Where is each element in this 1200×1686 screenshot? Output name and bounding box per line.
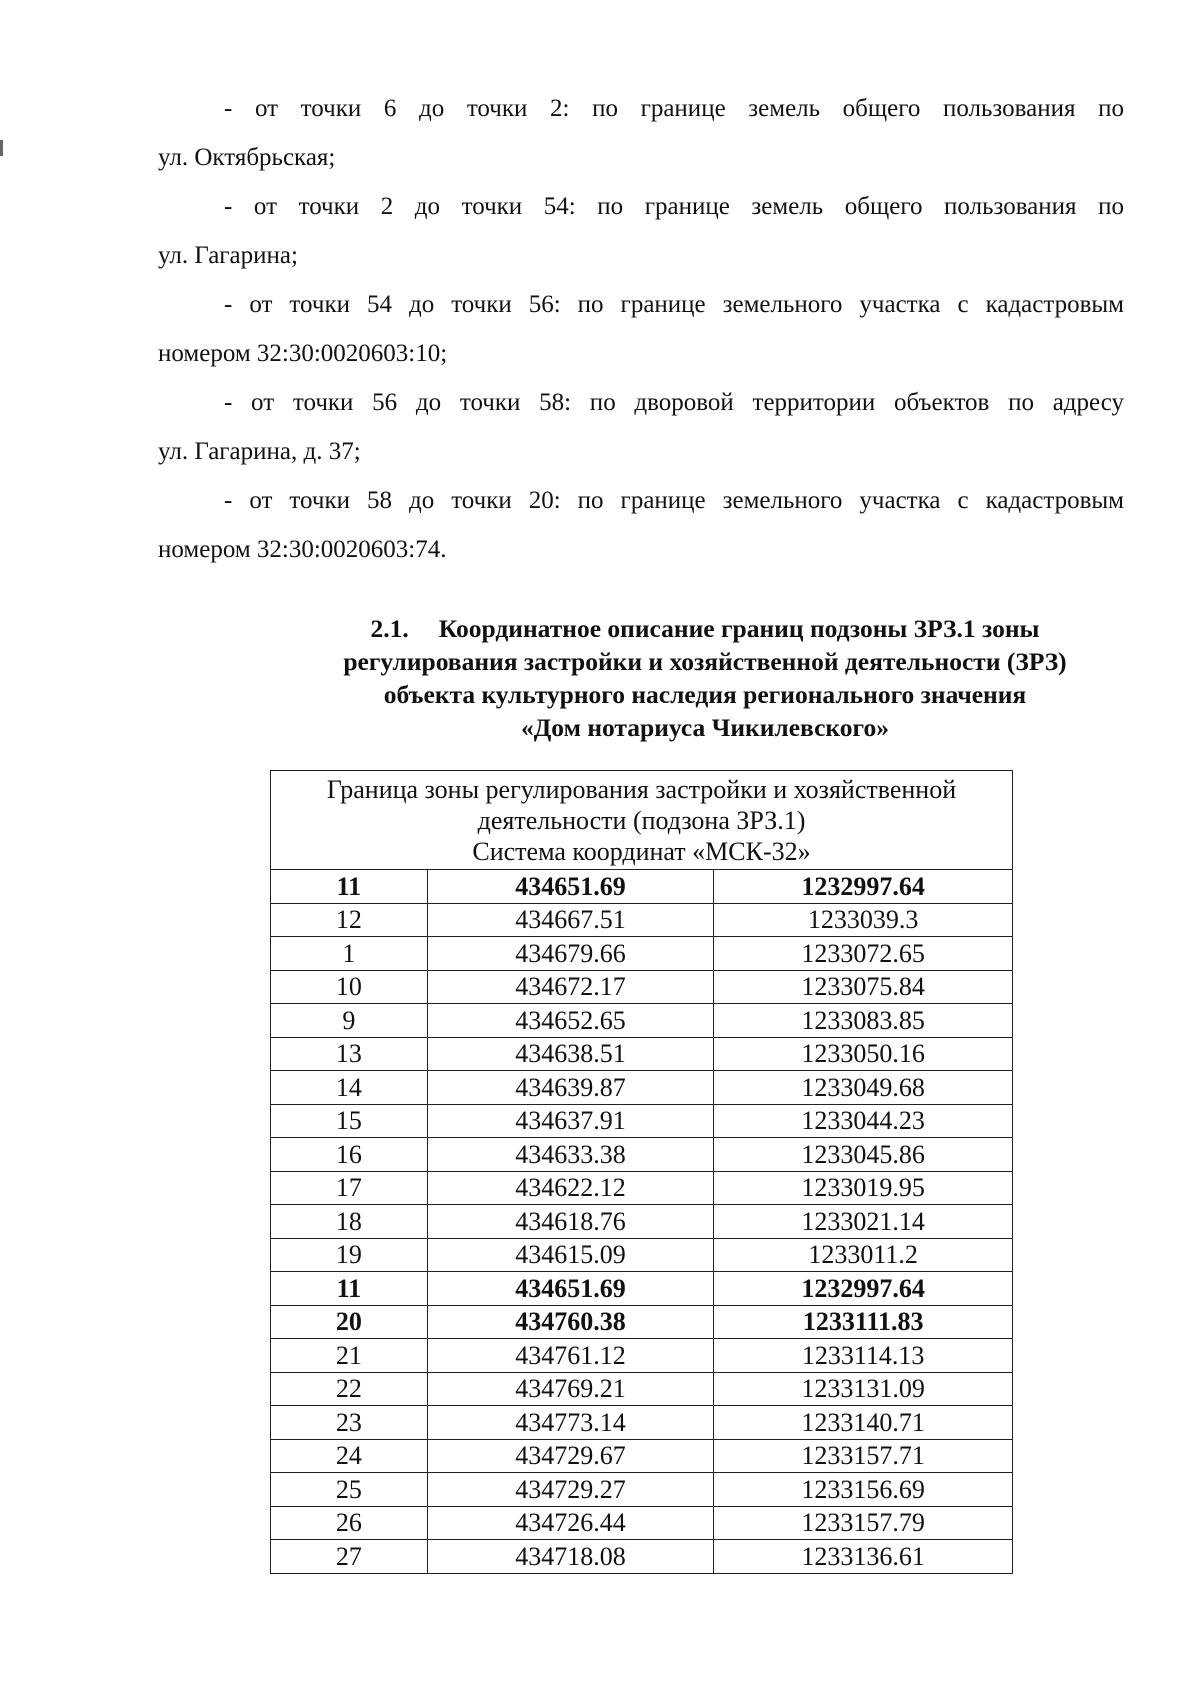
y-coordinate-cell: 1233075.84	[714, 970, 1013, 1004]
point-number-cell: 25	[271, 1473, 428, 1507]
section-heading	[280, 612, 1130, 744]
x-coordinate-cell: 434769.21	[427, 1372, 714, 1406]
point-number-cell: 18	[271, 1205, 428, 1239]
x-coordinate-cell: 434773.14	[427, 1406, 714, 1440]
table-row	[271, 937, 1013, 971]
section-title-line-3: объекта культурного наследия регионального значения	[383, 680, 1027, 709]
table-row	[271, 1305, 1013, 1339]
table-row	[271, 1372, 1013, 1406]
point-number-cell: 26	[271, 1506, 428, 1540]
x-coordinate-cell: 434726.44	[427, 1506, 714, 1540]
x-coordinate-cell: 434679.66	[427, 937, 714, 971]
point-number-cell: 15	[271, 1104, 428, 1138]
x-coordinate-cell: 434667.51	[427, 903, 714, 937]
paragraph-4-line-1: - от точки 56 до точки 58: по дворовой территории объектов по адресу	[224, 389, 1124, 416]
x-coordinate-cell: 434637.91	[427, 1104, 714, 1138]
table-header-line-2: деятельности (подзона ЗРЗ.1)	[477, 806, 806, 835]
y-coordinate-cell: 1232997.64	[714, 1272, 1013, 1306]
y-coordinate-cell: 1233019.95	[714, 1171, 1013, 1205]
paragraph-4	[158, 378, 1124, 476]
table-body	[271, 870, 1013, 1574]
point-number-cell: 20	[271, 1305, 428, 1339]
table-row	[271, 1238, 1013, 1272]
table-row	[271, 1138, 1013, 1172]
y-coordinate-cell: 1232997.64	[714, 870, 1013, 904]
point-number-cell: 1	[271, 937, 428, 971]
table-row	[271, 1406, 1013, 1440]
point-number-cell: 19	[271, 1238, 428, 1272]
y-coordinate-cell: 1233045.86	[714, 1138, 1013, 1172]
x-coordinate-cell: 434652.65	[427, 1004, 714, 1038]
x-coordinate-cell: 434633.38	[427, 1138, 714, 1172]
table-header-row	[271, 771, 1013, 870]
section-heading-line-1	[280, 612, 1130, 645]
y-coordinate-cell: 1233131.09	[714, 1372, 1013, 1406]
table-header-line-3: Система координат «МСК-32»	[472, 837, 811, 866]
table-row	[271, 1272, 1013, 1306]
y-coordinate-cell: 1233049.68	[714, 1071, 1013, 1105]
table-row	[271, 1506, 1013, 1540]
point-number-cell: 10	[271, 970, 428, 1004]
x-coordinate-cell: 434615.09	[427, 1238, 714, 1272]
point-number-cell: 27	[271, 1540, 428, 1574]
x-coordinate-cell: 434761.12	[427, 1339, 714, 1373]
section-title-line-2: регулирования застройки и хозяйственной деятельности (ЗРЗ)	[343, 647, 1067, 676]
table-row	[271, 1104, 1013, 1138]
y-coordinate-cell: 1233072.65	[714, 937, 1013, 971]
paragraph-4-line-2: ул. Гагарина, д. 37;	[158, 438, 361, 465]
coordinates-table	[270, 770, 1013, 1574]
x-coordinate-cell: 434618.76	[427, 1205, 714, 1239]
x-coordinate-cell: 434760.38	[427, 1305, 714, 1339]
point-number-cell: 11	[271, 870, 428, 904]
table-row	[271, 1071, 1013, 1105]
point-number-cell: 21	[271, 1339, 428, 1373]
table-row	[271, 1004, 1013, 1038]
table-row	[271, 1171, 1013, 1205]
paragraph-5-line-1: - от точки 58 до точки 20: по границе земельного участка с кадастровым	[224, 487, 1124, 514]
x-coordinate-cell: 434622.12	[427, 1171, 714, 1205]
x-coordinate-cell: 434639.87	[427, 1071, 714, 1105]
y-coordinate-cell: 1233114.13	[714, 1339, 1013, 1373]
point-number-cell: 14	[271, 1071, 428, 1105]
paragraph-1-line-2: ул. Октябрьская;	[158, 144, 336, 171]
table-header	[271, 771, 1013, 870]
y-coordinate-cell: 1233140.71	[714, 1406, 1013, 1440]
x-coordinate-cell: 434672.17	[427, 970, 714, 1004]
paragraph-1-line-1: - от точки 6 до точки 2: по границе земель общего пользования по	[224, 95, 1124, 122]
paragraph-3-line-1: - от точки 54 до точки 56: по границе земельного участка с кадастровым	[224, 291, 1124, 318]
section-number: 2.1.	[370, 614, 409, 643]
x-coordinate-cell: 434651.69	[427, 870, 714, 904]
y-coordinate-cell: 1233157.71	[714, 1439, 1013, 1473]
paragraph-3	[158, 280, 1124, 378]
point-number-cell: 9	[271, 1004, 428, 1038]
table-row	[271, 870, 1013, 904]
paragraph-3-line-2: номером 32:30:0020603:10;	[158, 340, 448, 367]
y-coordinate-cell: 1233011.2	[714, 1238, 1013, 1272]
y-coordinate-cell: 1233156.69	[714, 1473, 1013, 1507]
point-number-cell: 24	[271, 1439, 428, 1473]
table-row	[271, 1540, 1013, 1574]
y-coordinate-cell: 1233111.83	[714, 1305, 1013, 1339]
point-number-cell: 23	[271, 1406, 428, 1440]
table-row	[271, 970, 1013, 1004]
table-row	[271, 1339, 1013, 1373]
scan-edge-mark	[0, 140, 3, 156]
paragraph-5	[158, 476, 1124, 574]
point-number-cell: 22	[271, 1372, 428, 1406]
point-number-cell: 13	[271, 1037, 428, 1071]
x-coordinate-cell: 434638.51	[427, 1037, 714, 1071]
y-coordinate-cell: 1233039.3	[714, 903, 1013, 937]
x-coordinate-cell: 434729.27	[427, 1473, 714, 1507]
y-coordinate-cell: 1233050.16	[714, 1037, 1013, 1071]
table-row	[271, 1439, 1013, 1473]
table-header-line-1: Граница зоны регулирования застройки и хозяйственной	[326, 775, 957, 804]
section-title-line-4: «Дом нотариуса Чикилевского»	[521, 713, 889, 742]
y-coordinate-cell: 1233083.85	[714, 1004, 1013, 1038]
y-coordinate-cell: 1233136.61	[714, 1540, 1013, 1574]
point-number-cell: 12	[271, 903, 428, 937]
table-row	[271, 1205, 1013, 1239]
point-number-cell: 11	[271, 1272, 428, 1306]
paragraph-2-line-2: ул. Гагарина;	[158, 242, 298, 269]
paragraph-2-line-1: - от точки 2 до точки 54: по границе земель общего пользования по	[224, 193, 1124, 220]
paragraph-2	[158, 182, 1124, 280]
section-title-line-1: Координатное описание границ подзоны ЗРЗ.1 зоны	[438, 614, 1040, 643]
y-coordinate-cell: 1233044.23	[714, 1104, 1013, 1138]
paragraph-5-line-2: номером 32:30:0020603:74.	[158, 536, 447, 563]
point-number-cell: 17	[271, 1171, 428, 1205]
x-coordinate-cell: 434718.08	[427, 1540, 714, 1574]
table-row	[271, 903, 1013, 937]
y-coordinate-cell: 1233021.14	[714, 1205, 1013, 1239]
table-row	[271, 1473, 1013, 1507]
x-coordinate-cell: 434651.69	[427, 1272, 714, 1306]
x-coordinate-cell: 434729.67	[427, 1439, 714, 1473]
table-row	[271, 1037, 1013, 1071]
paragraph-1	[158, 84, 1124, 182]
point-number-cell: 16	[271, 1138, 428, 1172]
y-coordinate-cell: 1233157.79	[714, 1506, 1013, 1540]
